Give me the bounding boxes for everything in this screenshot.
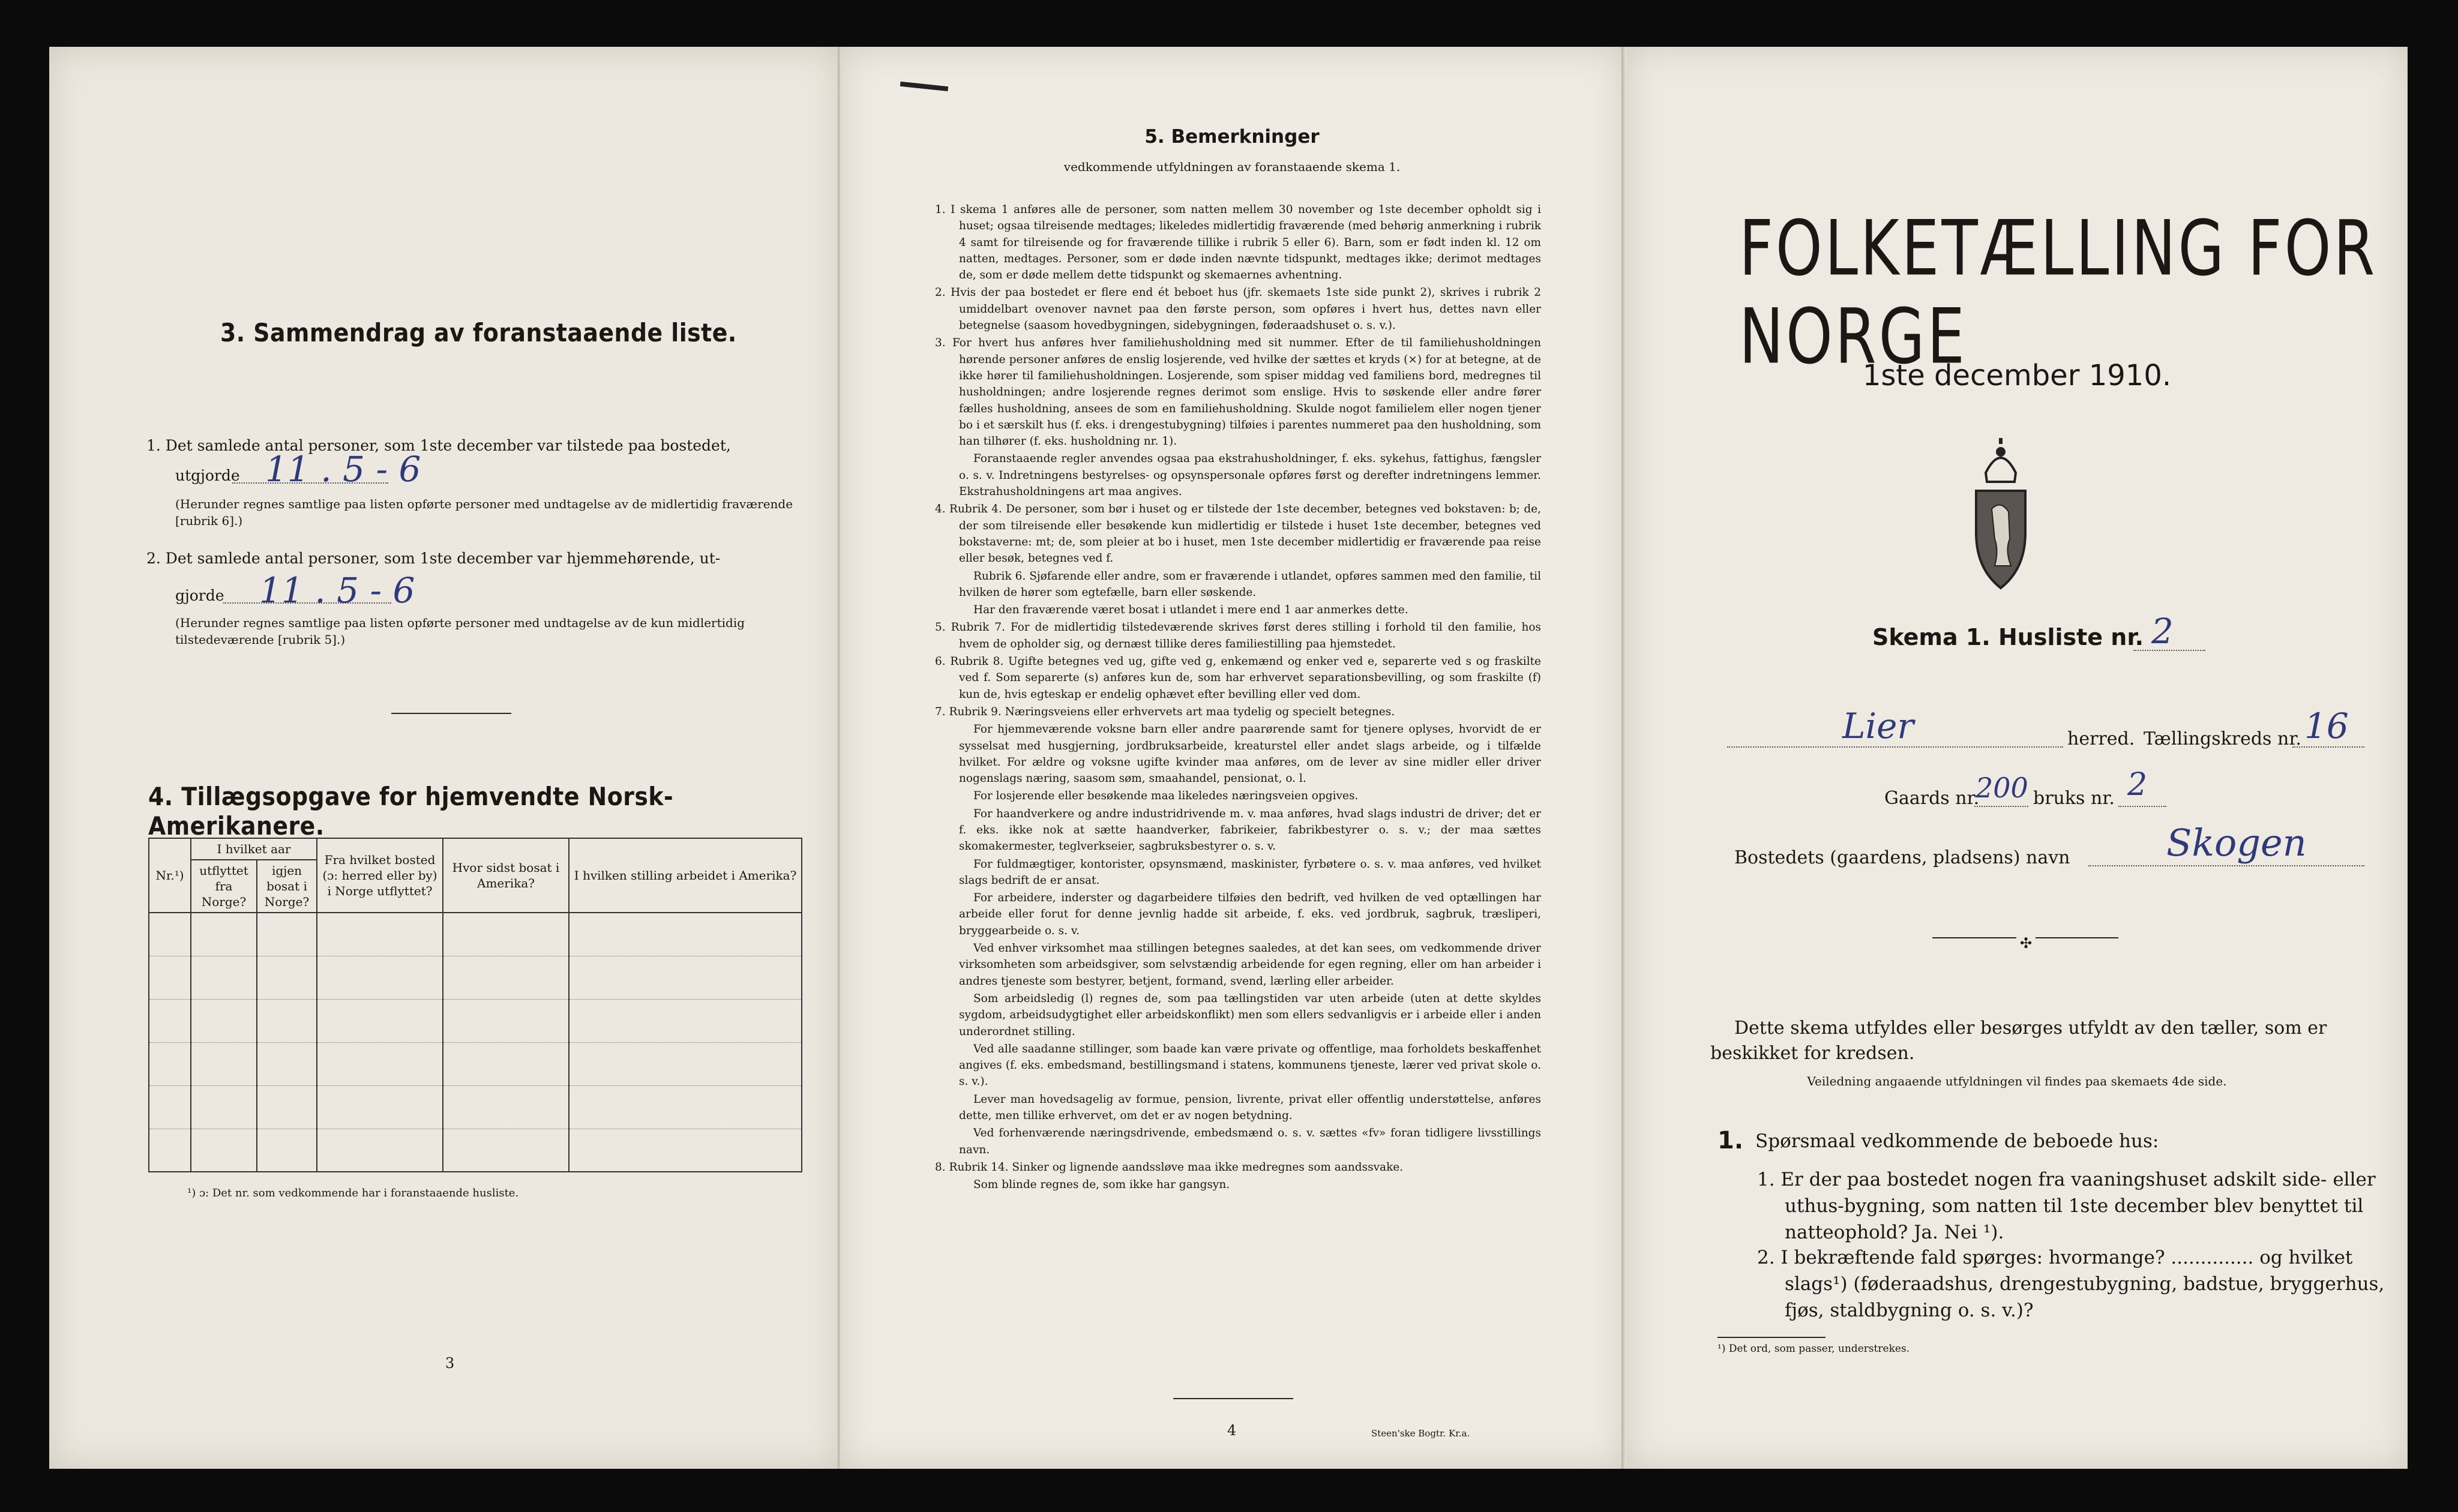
remark-7-stillinger: Ved alle saadanne stillinger, som baade kan være private og offentlige, maa forholdets beskaffenhet angives (f. eks. embedsmand, bestillingsmand i statens, kommunens tjeneste, lærer ved privat skole o. s. v.).	[959, 1042, 1541, 1088]
norway-coat-of-arms-icon	[1968, 431, 2034, 593]
kreds-line	[2292, 746, 2364, 748]
page-3	[49, 47, 840, 1469]
remark-8-blinde: Som blinde regnes de, som ikke har gangsyn.	[973, 1178, 1230, 1192]
pen-mark	[900, 82, 948, 91]
remark-3-extra: Foranstaaende regler anvendes ogsaa paa ekstrahusholdninger, f. eks. sykehus, fattighus, fængsler o. s. v. Indretningens bestyrelses- og opsynspersonale opføres først og derefter indretningens lemmer. Ekstrahusholdningens art maa angives.	[959, 452, 1541, 499]
question-1-heading: Spørsmaal vedkommende de beboede hus:	[1755, 1130, 2159, 1152]
herred-line	[1727, 746, 2063, 748]
col-utflyttet: utflyttet fra Norge?	[191, 860, 257, 913]
norsk-amerikanere-table	[148, 838, 802, 1172]
summary-item-1-value: 11 . 5 - 6	[265, 449, 421, 490]
page-1	[1626, 47, 2408, 1469]
remark-4-bosat: Har den fraværende været bosat i utlandet i mere end 1 aar anmerkes dette.	[973, 604, 1408, 617]
printer-mark: Steen'ske Bogtr. Kr.a.	[1371, 1428, 1470, 1439]
summary-item-1-prefix: utgjorde	[175, 467, 240, 484]
page-number: 4	[1227, 1422, 1237, 1439]
husliste-nr-value: 2	[2151, 611, 2174, 652]
page-4	[840, 47, 1624, 1469]
remark-7-fuldmaegtiger: For fuldmægtiger, kontorister, opsynsmænd, maskinister, fyrbøtere o. s. v. maa anføres, ved hvilket slags bedrift de er ansat.	[959, 857, 1541, 887]
gaards-label: Gaards nr.	[1884, 788, 1980, 809]
remark-7-losjerende: For losjerende eller besøkende maa likeledes næringsveien opgives.	[973, 790, 1359, 803]
summary-item-2-value: 11 . 5 - 6	[259, 570, 415, 611]
bosted-value: Skogen	[2166, 821, 2307, 865]
remark-1: 1. I skema 1 anføres alle de personer, som natten mellem 30 november og 1ste december opholdt sig i huset; ogsaa tilreisende medtages; likeledes midlertidig fraværende (med behørig anmerkning i rubrik 4 samt for tilreisende og for fraværende tillike i rubrik 5 eller 6). Barn, som er født inden kl. 12 om natten, medtages. Personer, som er døde inden nævnte tidspunkt, medtages ikke; derimot medtages de, som er døde mellem dette tidspunkt og skemaernes avhentning.	[935, 203, 1541, 282]
remark-7-hjemme: For hjemmeværende voksne barn eller andre paarørende samt for tjenere oplyses, hvorvidt de er sysselsat med husgjerning, jordbruksarbeide, kreaturstel eller andet slags arbeide, og i tilfælde hvilket. For ældre og voksne ugifte kvinder maa anføres, om de lever av sine midler eller driver nogenslags næring, saasom søm, smaahandel, pensionat, o. l.	[959, 723, 1541, 785]
remark-7-virksomhet: Ved enhver virksomhet maa stillingen betegnes saaledes, at det kan sees, om vedkommende driver virksomheten som arbeidsgiver, som selvstændig arbeidende for egen regning, eller om han arbeider i andres tjeneste som bestyrer, betjent, formand, svend, lærling eller arbeider.	[959, 942, 1541, 988]
remarks-title: 5. Bemerkninger	[1144, 126, 1320, 148]
remark-2: 2. Hvis der paa bostedet er flere end ét beboet hus (jfr. skemaets 1ste side punkt 2), skrives i rubrik 2 umiddelbart ovenover navnet paa den første person, som opføres i hvert hus, dettes navn eller betegnelse (saasom hovedbygningen, sidebygningen, føderaadshuset o. s. v.).	[935, 286, 1541, 332]
remark-4-rubrik-6: Rubrik 6. Sjøfarende eller andre, som er fraværende i utlandet, opføres sammen med den familie, til hvilken de hører som egtefælle, barn eller søskende.	[959, 569, 1541, 599]
question-1-2: 2. I bekræftende fald spørges: hvormange? .............. og hvilket slags¹) (føderaadshus, drengestubygning, badstue, bryggerhus, fjøs, staldbygning o. s. v.)?	[1757, 1247, 2385, 1321]
col-hvor-bosat: Hvor sidst bosat i Amerika?	[443, 838, 569, 913]
remark-5: 5. Rubrik 7. For de midlertidig tilstedeværende skrives først deres stilling i forhold til den familie, hos hvem de opholder sig, og dernæst tillike deres familiestilling paa hjemstedet.	[935, 621, 1541, 650]
instruction-text: Dette skema utfyldes eller besørges utfyldt av den tæller, som er beskikket for kredsen.	[1710, 1018, 2327, 1064]
col-fra-bosted: Fra hvilket bosted (ɔ: herred eller by) i Norge utflyttet?	[317, 838, 443, 913]
remark-7-arbeidsledig: Som arbeidsledig (l) regnes de, som paa tællingstiden var uten arbeide (uten at dette skyldes sygdom, arbeidsudygtighet eller arbeidskonflikt) men som ellers sedvanligvis er i arbeide eller i anden underordnet stilling.	[959, 992, 1541, 1038]
divider	[1717, 1337, 1825, 1338]
remark-8: 8. Rubrik 14. Sinker og lignende aandssløve maa ikke medregnes som aandssvake.	[935, 1160, 1404, 1174]
col-igjen-bosat: igjen bosat i Norge?	[257, 860, 317, 913]
page-fold	[1621, 47, 1626, 1469]
bosted-label: Bostedets (gaardens, pladsens) navn	[1734, 847, 2070, 868]
bruks-label: bruks nr.	[2033, 788, 2115, 809]
section-4-title: 4. Tillægsopgave for hjemvendte Norsk-Amerikanere.	[148, 782, 674, 841]
table-row	[149, 1042, 802, 1085]
bruks-value: 2	[2127, 767, 2148, 803]
col-group-aar: I hvilket aar	[191, 838, 317, 860]
table-row	[149, 1129, 802, 1172]
remarks-list	[935, 202, 1541, 1195]
remark-3: 3. For hvert hus anføres hver familiehusholdning med sit nummer. Efter de til familiehusholdningen hørende personer anføres de enslig losjerende, ved hvilke der sættes et kryds (×) for at betegne, at de ikke hører til familiehusholdningen. Losjerende, som spiser middag ved familiens bord, medregnes til husholdningen; andre losjerende regnes derimot som enslige. Hvis to søskende eller andre fører fælles husholdning, ansees de som en familiehusholdning. Skulde nogot familielem eller nogen tjener bo i et særskilt hus (f. eks. i drengestubygning) tilføies i parentes nummeret paa den husholdning, som han tilhører (f. eks. husholdning nr. 1).	[935, 337, 1541, 448]
table-row	[149, 956, 802, 999]
page-footnote: ¹) Det ord, som passer, understrekes.	[1717, 1343, 1910, 1355]
summary-item-2-text: 2. Det samlede antal personer, som 1ste december var hjemmehørende, ut-	[146, 550, 721, 567]
bosted-line	[2088, 865, 2364, 866]
bruks-line	[2118, 806, 2166, 807]
remarks-subtitle: vedkommende utfyldningen av foranstaaende skema 1.	[1063, 160, 1401, 174]
section-3-title: 3. Sammendrag av foranstaaende liste.	[220, 318, 737, 347]
remark-7-arbeidere: For arbeidere, inderster og dagarbeidere tilføies den bedrift, ved hvilken de ved optællingen har arbeide eller forut for denne jevnlig hadde sit arbeide, f. eks. ved jordbruk, sagbruk, træsliperi, bryggearbeide o. s. v.	[959, 892, 1541, 937]
summary-item-1-note: (Herunder regnes samtlige paa listen opførte personer med undtagelse av de midlertidig fraværende [rubrik 6].)	[175, 497, 793, 528]
remark-7: 7. Rubrik 9. Næringsveiens eller erhvervets art maa tydelig og specielt betegnes.	[935, 705, 1395, 718]
summary-item-2-note: (Herunder regnes samtlige paa listen opførte personer med undtagelse av de kun midlertidig tilstedeværende [rubrik 5].)	[175, 616, 745, 647]
herred-value: Lier	[1842, 706, 1914, 746]
remark-6: 6. Rubrik 8. Ugifte betegnes ved ug, gifte ved g, enkemænd og enker ved e, separerte ved s og fraskilte ved f. Som separerte (s) anføres kun de, som har erhvervet separationsbevilling, og som fraskilte (f) kun de, hvis egteskap er endelig ophævet efter bevilling eller ved dom.	[935, 655, 1541, 701]
remark-7-forhenvaerende: Ved forhenværende næringsdrivende, embedsmænd o. s. v. sættes «fv» foran tidligere livsstillings navn.	[959, 1127, 1541, 1156]
col-nr: Nr.¹)	[149, 838, 191, 913]
page-number: 3	[445, 1355, 455, 1372]
divider	[391, 713, 511, 714]
table-row	[149, 1085, 802, 1129]
remark-7-haandverkere: For haandverkere og andre industridrivende m. v. maa anføres, hvad slags industri de driver; det er f. eks. ikke nok at sætte haandverker, fabrikeier, fabrikbestyrer o. s. v.; der maa sættes skomakermester, teglverkseier, sagbruksbestyrer o. s. v.	[959, 807, 1541, 853]
table-row	[149, 913, 802, 956]
divider	[1173, 1398, 1293, 1399]
table-row	[149, 999, 802, 1042]
col-stilling: I hvilken stilling arbeidet i Amerika?	[569, 838, 802, 913]
instruction-note: Veiledning angaaende utfyldningen vil findes paa skemaets 4de side.	[1807, 1074, 2227, 1088]
table-footnote: ¹) ɔ: Det nr. som vedkommende har i foranstaaende husliste.	[187, 1187, 519, 1199]
question-1-number: 1.	[1717, 1127, 1744, 1154]
remark-4: 4. Rubrik 4. De personer, som bør i huset og er tilstede der 1ste december, betegnes ved bokstaven: b; de, der som tilreisende eller besøkende kun midlertidig er tilstede i huset 1ste december, betegnes ved bokstaverne: mt; de, som pleier at bo i huset, men 1ste december midlertidig er fraværende paa reise eller besøk, betegnes ved f.	[935, 503, 1541, 565]
herred-label: herred.	[2067, 728, 2135, 749]
kreds-value: 16	[2304, 706, 2349, 746]
remark-7-formue: Lever man hovedsagelig av formue, pension, livrente, privat eller offentlig understøttelse, anføres dette, men tillike erhvervet, om det er av nogen betydning.	[959, 1093, 1541, 1123]
summary-item-1-text: 1. Det samlede antal personer, som 1ste december var tilstede paa bostedet,	[146, 437, 731, 454]
gaards-line	[1974, 806, 2028, 807]
census-date: 1ste december 1910.	[1862, 359, 2172, 392]
census-title: FOLKETÆLLING FOR NORGE	[1739, 204, 2378, 381]
kreds-label: Tællingskreds nr.	[2144, 728, 2301, 749]
schema-label: Skema 1. Husliste nr.	[1872, 624, 2144, 650]
gaards-value: 200	[1976, 772, 2028, 804]
question-1-1: 1. Er der paa bostedet nogen fra vaaningshuset adskilt side- eller uthus-bygning, som natten til 1ste december blev benyttet til natteophold? Ja. Nei ¹).	[1757, 1169, 2376, 1243]
ornament-icon: ✣	[2016, 935, 2036, 952]
summary-item-2-prefix: gjorde	[175, 587, 224, 604]
